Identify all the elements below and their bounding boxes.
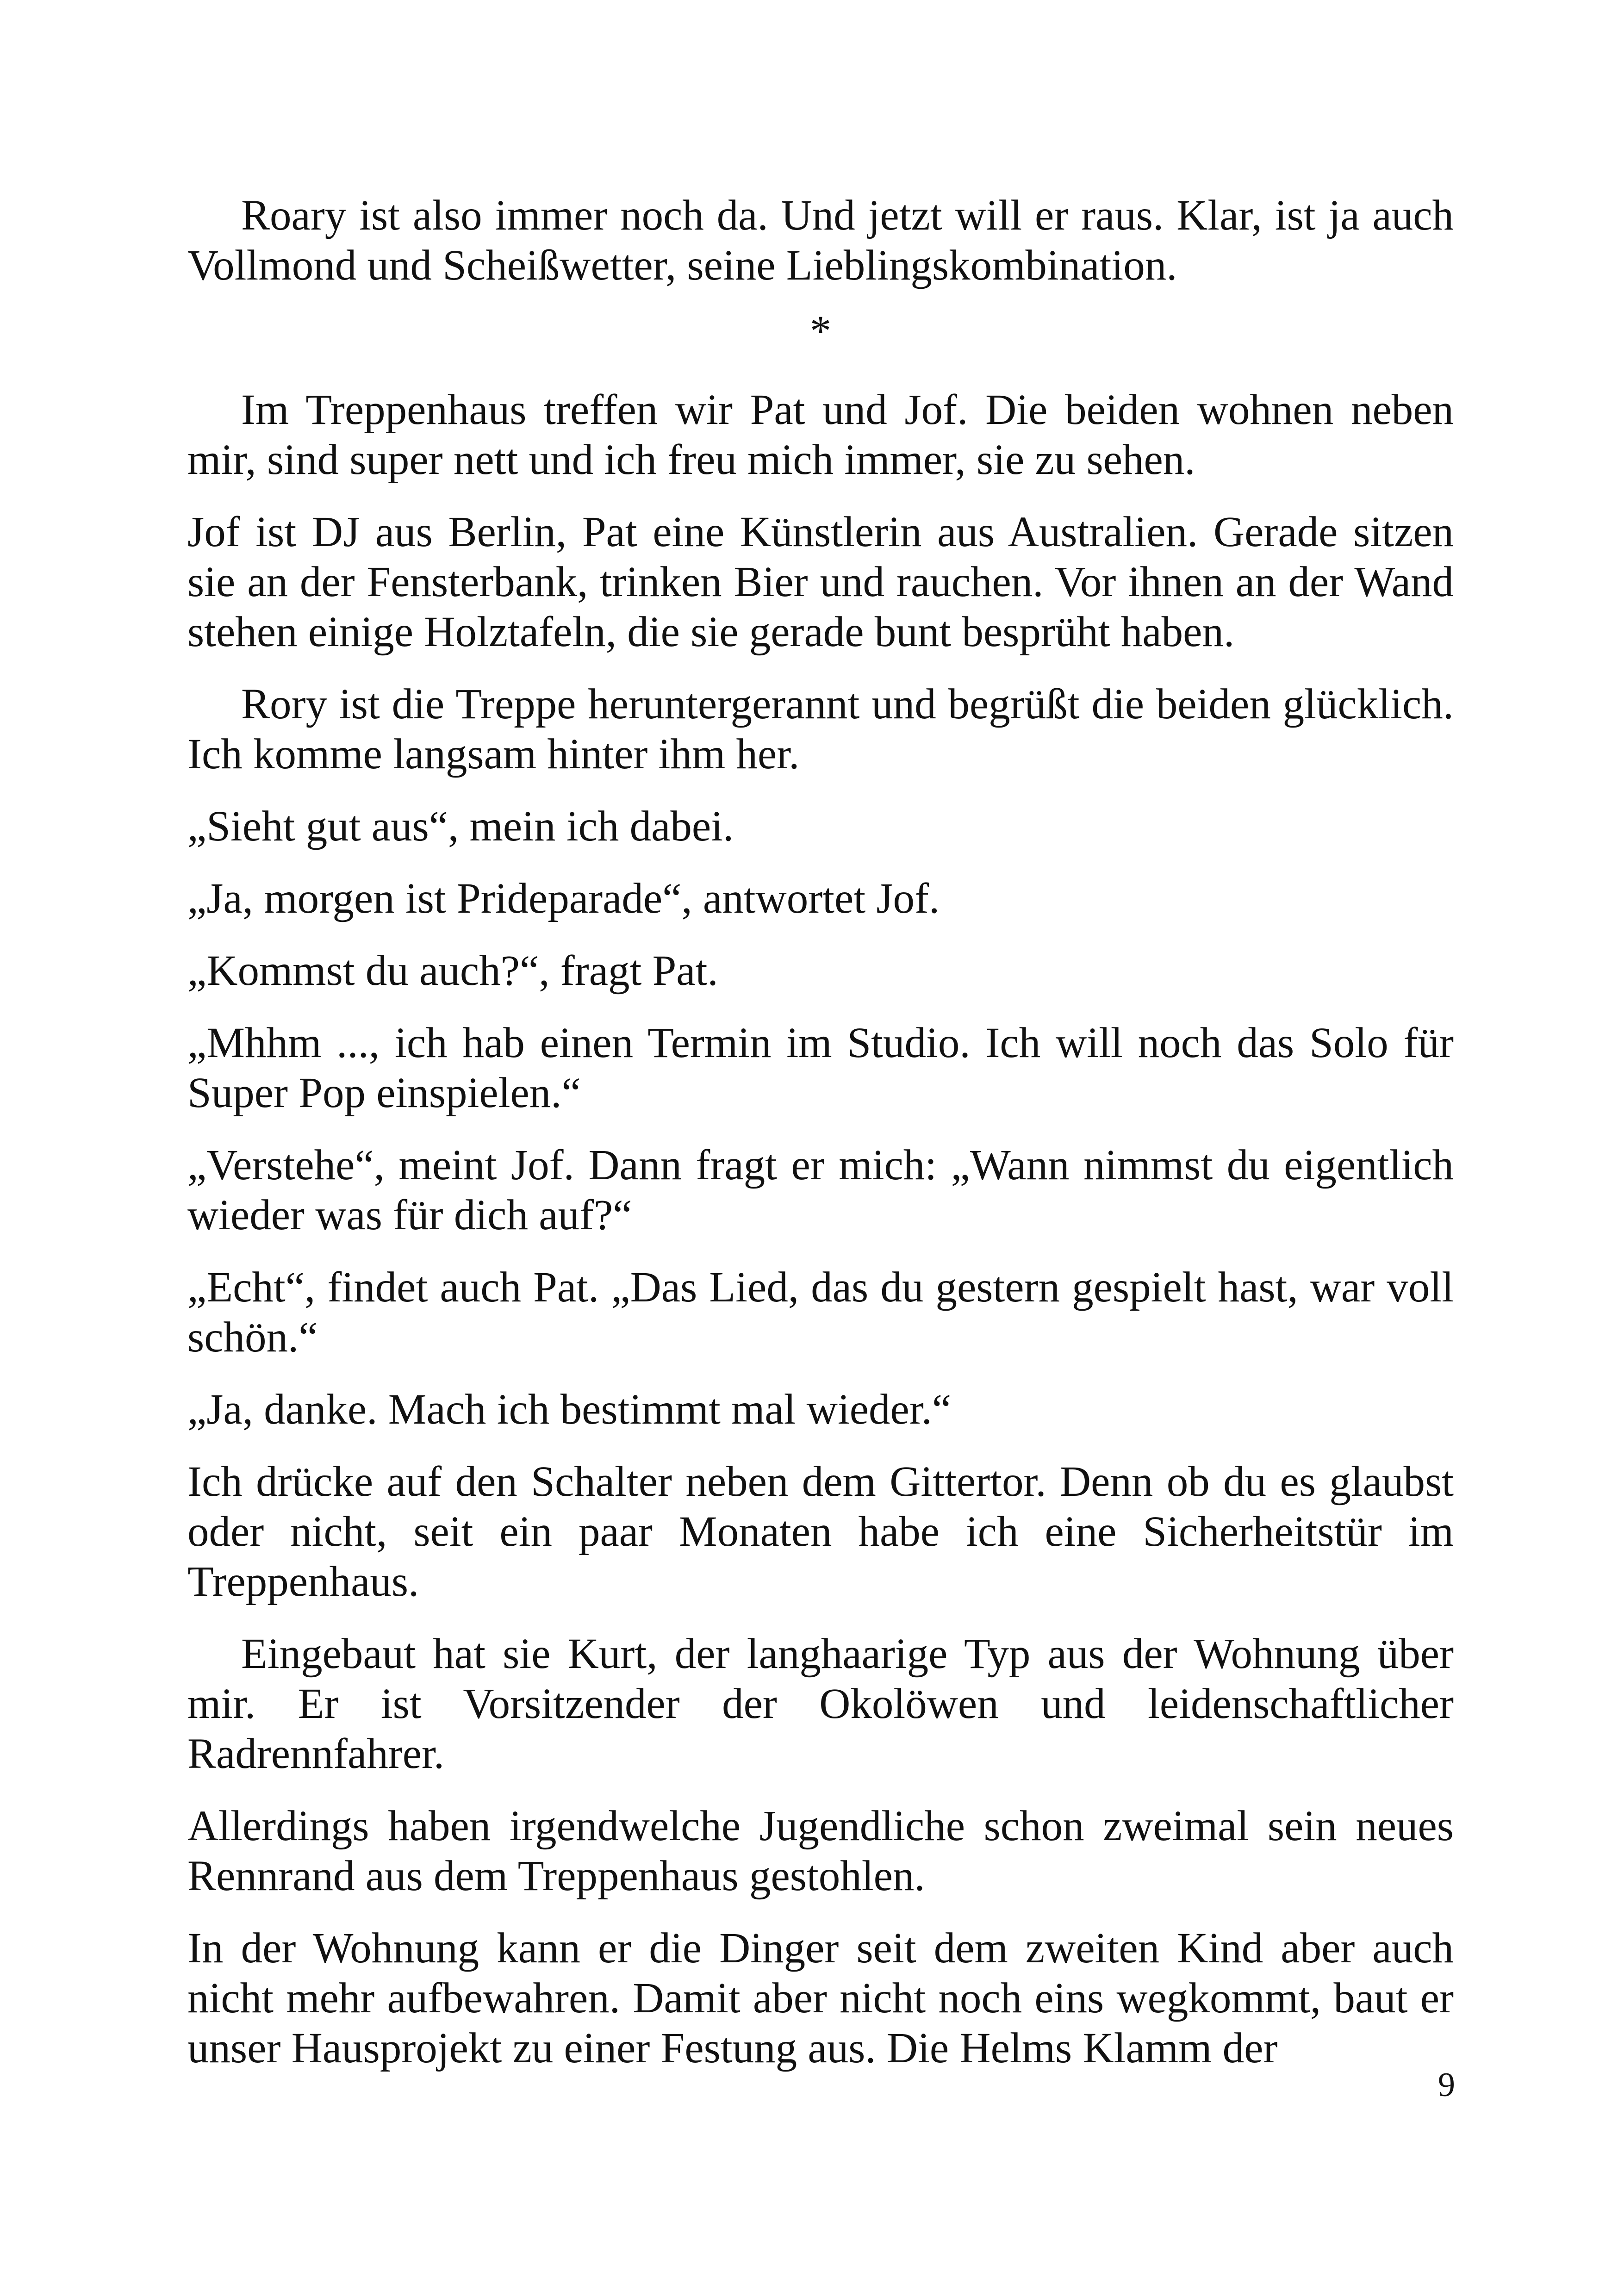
paragraph-6: „Ja, morgen ist Prideparade“, antwortet Jof.: [187, 875, 940, 922]
paragraph-8: „Mhhm ..., ich hab einen Termin im Studio. Ich will noch das Solo für Super Pop einspielen.“: [187, 1019, 1454, 1117]
paragraph-3: Jof ist DJ aus Berlin, Pat eine Künstlerin aus Australien. Gerade sitzen sie an der Fensterbank, trinken Bier und rauchen. Vor ihnen an der Wand stehen einige Holztafeln, die sie gerade bunt besprüht haben.: [187, 508, 1454, 656]
paragraph-11: „Ja, danke. Mach ich bestimmt mal wieder.“: [187, 1386, 952, 1433]
paragraph-9: „Verstehe“, meint Jof. Dann fragt er mich: „Wann nimmst du eigentlich wieder was für dich auf?“: [187, 1141, 1454, 1239]
paragraph-13: Eingebaut hat sie Kurt, der langhaarige Typ aus der Wohnung über mir. Er ist Vorsitzender der Okolöwen und leidenschaftlicher Radrennfahrer.: [187, 1630, 1454, 1778]
paragraph-10: „Echt“, findet auch Pat. „Das Lied, das du gestern gespielt hast, war voll schön.“: [187, 1263, 1454, 1361]
paragraph-7: „Kommst du auch?“, fragt Pat.: [187, 947, 718, 995]
section-separator: *: [809, 307, 832, 355]
page-body: [187, 191, 1454, 2096]
page-number: 9: [1438, 2066, 1455, 2104]
paragraph-15: In der Wohnung kann er die Dinger seit dem zweiten Kind aber auch nicht mehr aufbewahren. Damit aber nicht noch eins wegkommt, baut er unser Hausprojekt zu einer Festung aus. Die Helms Klamm der: [187, 1924, 1454, 2072]
paragraph-12: Ich drücke auf den Schalter neben dem Gittertor. Denn ob du es glaubst oder nicht, seit ein paar Monaten habe ich eine Sicherheitstür im Treppenhaus.: [187, 1458, 1454, 1605]
paragraph-2: Im Treppenhaus treffen wir Pat und Jof. Die beiden wohnen neben mir, sind super nett und ich freu mich immer, sie zu sehen.: [187, 386, 1454, 484]
paragraph-14: Allerdings haben irgendwelche Jugendliche schon zweimal sein neues Rennrand aus dem Treppenhaus gestohlen.: [187, 1802, 1454, 1900]
paragraph-4: Rory ist die Treppe heruntergerannt und begrüßt die beiden glücklich. Ich komme langsam hinter ihm her.: [187, 680, 1454, 778]
paragraph-5: „Sieht gut aus“, mein ich dabei.: [187, 803, 734, 850]
paragraph-1: Roary ist also immer noch da. Und jetzt will er raus. Klar, ist ja auch Vollmond und Scheißwetter, seine Lieblingskombination.: [187, 192, 1454, 289]
